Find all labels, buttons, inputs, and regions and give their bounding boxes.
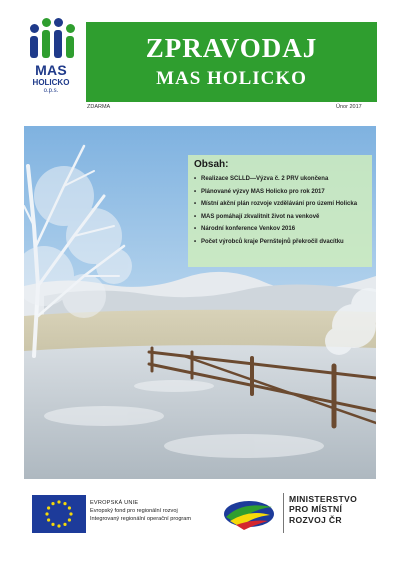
contents-box — [188, 155, 372, 267]
ministry-swoosh-icon — [222, 495, 276, 533]
contents-item: • Počet výrobců kraje Pernštejnů překročil dvacítku — [194, 238, 366, 246]
ministry-logo-icon — [222, 495, 276, 533]
mas-holicko-logo — [22, 20, 80, 110]
eu-title: EVROPSKÁ UNIE — [90, 500, 139, 506]
people-figures-icon — [26, 20, 76, 58]
title-banner — [86, 22, 377, 102]
eu-fund-line: Evropský fond pro regionální rozvoj — [90, 508, 178, 514]
eu-program-line: Integrovaný regionální operační program — [90, 516, 192, 522]
eu-flag-icon — [32, 495, 86, 533]
contents-title: Obsah: — [194, 159, 229, 170]
eu-stars-icon — [32, 495, 86, 533]
contents-item: • MAS pomáhají zkvalitnit život na venkově — [194, 213, 366, 221]
contents-item: • Místní akční plán rozvoje vzdělávání pro území Holicka — [194, 200, 366, 208]
eu-funding-text — [90, 499, 191, 523]
logo-ops: o.p.s. — [43, 88, 59, 94]
contents-item: • Národní konference Venkov 2016 — [194, 225, 366, 233]
price-label: ZDARMA — [87, 104, 111, 110]
contents-item: • Plánované výzvy MAS Holicko pro rok 2017 — [194, 188, 366, 196]
ministry-line: ROZVOJ ČR — [289, 514, 342, 525]
contents-list — [194, 175, 366, 246]
newsletter-title: ZPRAVODAJ — [145, 33, 318, 63]
ministry-line: PRO MÍSTNÍ — [289, 504, 343, 515]
contents-item: • Realizace SCLLD—Výzva č. 2 PRV ukončena — [194, 175, 366, 183]
ministry-name — [289, 494, 357, 525]
logo-subtitle: HOLICKO — [32, 78, 70, 87]
ministry-line: MINISTERSTVO — [289, 494, 358, 504]
footer-divider — [283, 493, 284, 533]
newsletter-subtitle: MAS HOLICKO — [156, 68, 307, 89]
logo-name: MAS — [35, 62, 67, 78]
issue-date: Únor 2017 — [336, 104, 362, 110]
